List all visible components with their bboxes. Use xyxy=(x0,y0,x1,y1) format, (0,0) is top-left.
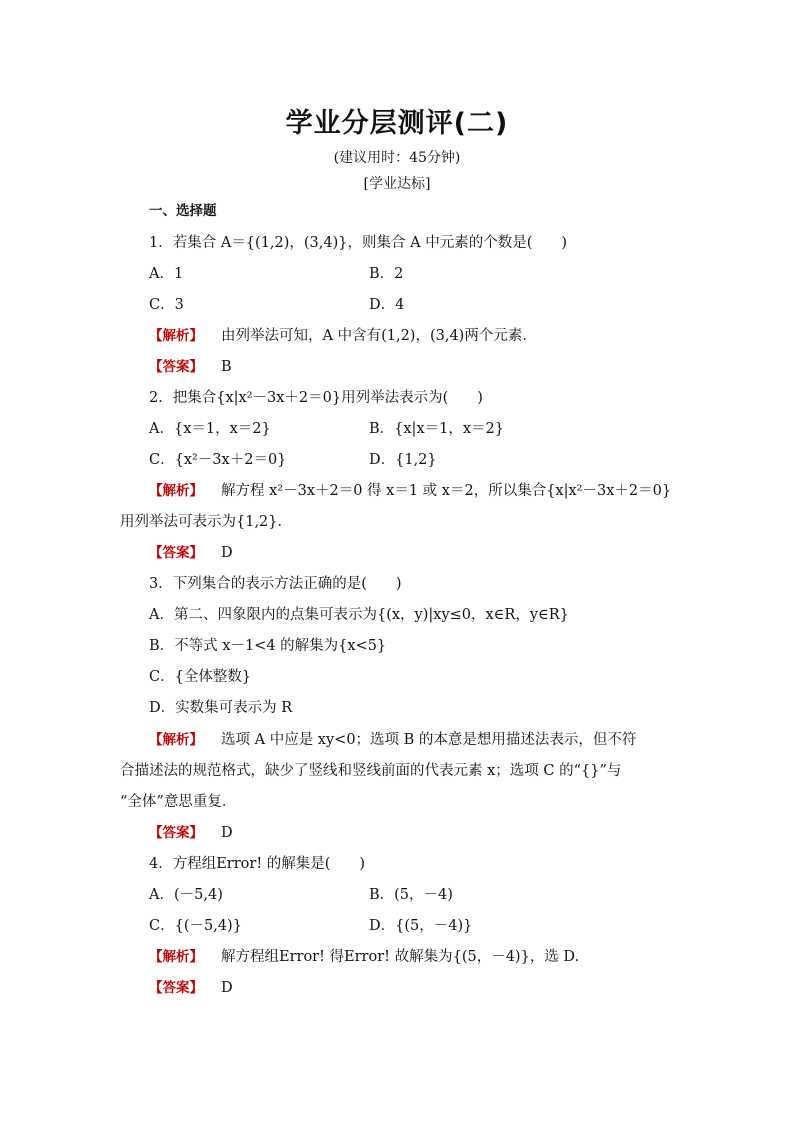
q4-analysis xyxy=(149,947,579,967)
q3-analysis xyxy=(149,730,636,750)
q1-option-d: D．4 xyxy=(369,297,405,313)
q4-option-b: B．(5，－4) xyxy=(369,887,453,903)
page-title: 学业分层测评(二) xyxy=(285,108,509,139)
q4-option-a: A．(－5,4) xyxy=(149,887,223,903)
q4-analysis-text: 解方程组Error! 得Error! 故解集为{(5，－4)}，选 D. xyxy=(221,949,580,965)
q3-analysis-cont: 合描述法的规范格式，缺少了竖线和竖线前面的代表元素 x；选项 C 的“{}”与 xyxy=(120,763,622,779)
q2-analysis-cont: 用列举法可表示为{1,2}． xyxy=(120,514,293,530)
q2-stem: 2．把集合{x|x²－3x＋2＝0}用列举法表示为( ) xyxy=(149,390,483,406)
q1-analysis-text: 由列举法可知，A 中含有(1,2)，(3,4)两个元素． xyxy=(221,328,537,344)
answer-tag: 【答案】 xyxy=(149,359,203,375)
answer-tag: 【答案】 xyxy=(149,825,203,841)
analysis-tag: 【解析】 xyxy=(149,949,203,965)
q2-option-d: D．{1,2} xyxy=(369,452,437,468)
q1-analysis xyxy=(149,326,537,346)
q2-answer-text: D xyxy=(221,545,233,561)
q1-option-c: C．3 xyxy=(149,297,184,313)
analysis-tag: 【解析】 xyxy=(149,732,203,748)
q4-option-c: C．{(－5,4)} xyxy=(149,918,242,934)
q1-stem: 1．若集合 A＝{(1,2)，(3,4)}，则集合 A 中元素的个数是( ) xyxy=(149,235,568,251)
q2-option-b: B．{x|x＝1，x＝2} xyxy=(369,421,504,437)
answer-tag: 【答案】 xyxy=(149,545,203,561)
q1-answer-text: B xyxy=(221,359,232,375)
q3-answer xyxy=(149,823,233,843)
q3-option-d: D．实数集可表示为 R xyxy=(149,700,293,716)
q3-option-c: C．{全体整数} xyxy=(149,669,252,685)
q3-option-a: A．第二、四象限内的点集可表示为{(x，y)|xy≤0，x∈R，y∈R} xyxy=(149,607,569,623)
time-hint: (建议用时：45分钟) xyxy=(333,150,461,166)
q1-option-a: A．1 xyxy=(149,266,184,282)
q3-analysis-text: 选项 A 中应是 xy<0；选项 B 的本意是想用描述法表示，但不符 xyxy=(221,732,637,748)
q3-analysis-cont2: “全体”意思重复． xyxy=(120,794,237,810)
q3-option-b: B．不等式 x－1<4 的解集为{x<5} xyxy=(149,638,387,654)
answer-tag: 【答案】 xyxy=(149,980,203,996)
q3-answer-text: D xyxy=(221,825,233,841)
part-heading: 一、选择题 xyxy=(149,203,217,219)
q2-option-c: C．{x²－3x＋2＝0} xyxy=(149,452,287,468)
q4-stem: 4．方程组Error! 的解集是( ) xyxy=(149,856,366,872)
q4-answer xyxy=(149,978,233,998)
q2-option-a: A．{x＝1，x＝2} xyxy=(149,421,271,437)
analysis-tag: 【解析】 xyxy=(149,483,203,499)
q4-answer-text: D xyxy=(221,980,233,996)
q4-option-d: D．{(5，－4)} xyxy=(369,918,473,934)
q2-analysis-text: 解方程 x²－3x＋2＝0 得 x＝1 或 x＝2，所以集合{x|x²－3x＋2＝0} xyxy=(221,483,672,499)
q3-stem: 3．下列集合的表示方法正确的是( ) xyxy=(149,576,402,592)
q2-analysis xyxy=(149,481,671,501)
q1-answer xyxy=(149,357,232,377)
section-label: [学业达标] xyxy=(363,176,431,192)
q2-answer xyxy=(149,543,233,563)
analysis-tag: 【解析】 xyxy=(149,328,203,344)
q1-option-b: B．2 xyxy=(369,266,404,282)
